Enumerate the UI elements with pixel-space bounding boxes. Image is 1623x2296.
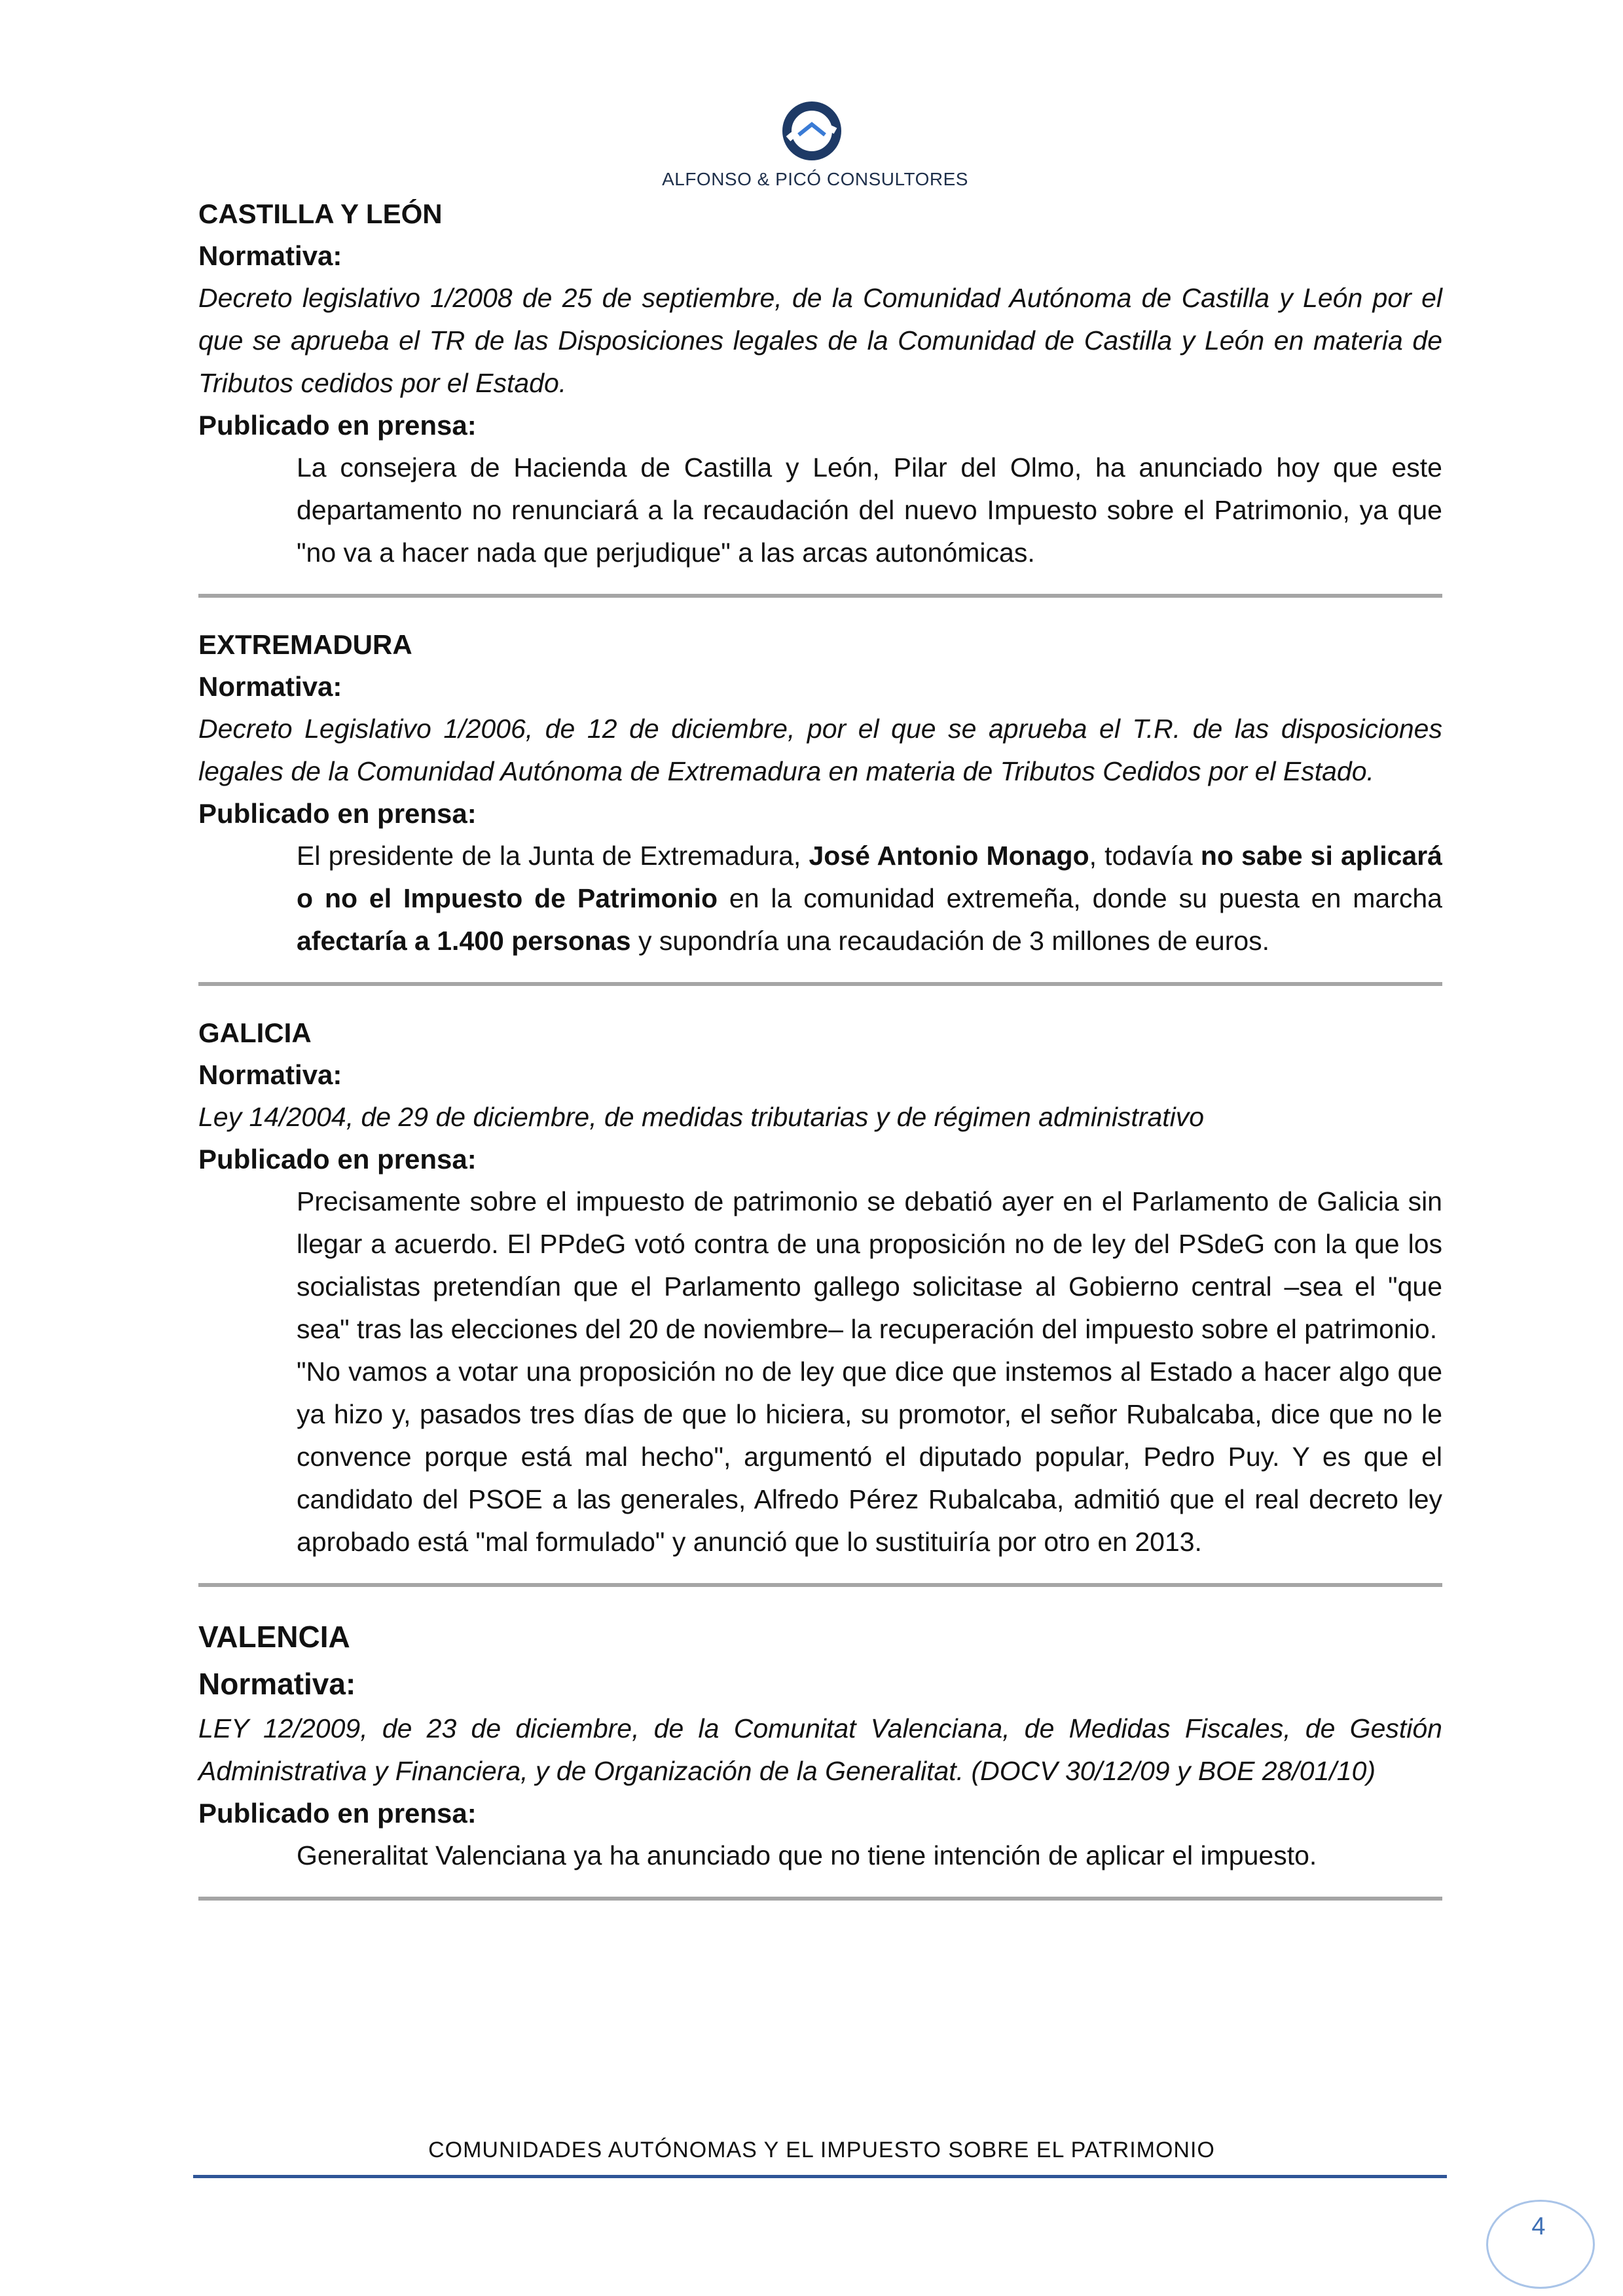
prensa-text [297,835,1442,962]
prensa-label: Publicado en prensa: [198,1144,477,1175]
section-divider [198,594,1442,598]
prensa-label: Publicado en prensa: [198,410,477,441]
normativa-label: Normativa: [198,1059,342,1090]
prensa-label: Publicado en prensa: [198,1798,477,1829]
region-heading: VALENCIA [198,1620,350,1654]
normativa-text: Decreto Legislativo 1/2006, de 12 de diciembre, por el que se aprueba el T.R. de las disposiciones legales de la Comunidad Autónoma de Extremadura en materia de Tributos Cedidos por el Estado. [198,714,1442,786]
normativa-text: LEY 12/2009, de 23 de diciembre, de la Comunitat Valenciana, de Medidas Fiscales, de Gestión Administrativa y Financiera, y de Organización de la Generalitat. (DOCV 30/12/09 y BOE 28/01/10) [198,1713,1442,1786]
normativa-label: Normativa: [198,1667,356,1701]
section-extremadura [198,624,1442,962]
prensa-paragraph-2: "No vamos a votar una proposición no de ley que dice que instemos al Estado a hacer algo que ya hizo y, pasados tres días de que lo hiciera, su promotor, el señor Rubalcaba, dice que no le convence porque está mal hecho", argumentó el diputado popular, Pedro Puy. Y es que el candidato del PSOE a las generales, Alfredo Pérez Rubalcaba, admitió que el real decreto ley aprobado está "mal formulado" y anunció que lo sustituiría por otro en 2013. [297,1357,1442,1557]
prensa-bold-figure: afectaría a 1.400 personas [297,926,631,956]
prensa-text: La consejera de Hacienda de Castilla y León, Pilar del Olmo, ha anunciado hoy que este departamento no renunciará a la recaudación del nuevo Impuesto sobre el Patrimonio, ya que "no va a hacer nada que perjudique" a las arcas autonómicas. [297,452,1442,568]
region-heading: GALICIA [198,1017,312,1048]
section-divider [198,1897,1442,1901]
footer-rule [193,2175,1447,2178]
logo-text: ALFONSO & PICÓ CONSULTORES [662,169,968,189]
prensa-text-part: , todavía [1089,841,1201,871]
section-castilla-leon [198,193,1442,574]
prensa-paragraph-1: Precisamente sobre el impuesto de patrimonio se debatió ayer en el Parlamento de Galicia sin llegar a acuerdo. El PPdeG votó contra de una proposición no de ley del PSdeG con la que los socialistas pretendían que el Parlamento gallego solicitase al Gobierno central –sea el "que sea" tras las elecciones del 20 de noviembre– la recuperación del impuesto sobre el patrimonio. [297,1186,1442,1344]
company-logo [648,92,982,196]
normativa-label: Normativa: [198,240,342,271]
section-divider [198,1583,1442,1587]
section-galicia [198,1012,1442,1563]
prensa-bold-name: José Antonio Monago [809,841,1089,871]
normativa-label: Normativa: [198,671,342,702]
normativa-text: Decreto legislativo 1/2008 de 25 de septiembre, de la Comunidad Autónoma de Castilla y León por el que se aprueba el TR de las Disposiciones legales de la Comunidad de Castilla y León en materia de Tributos cedidos por el Estado. [198,283,1442,398]
section-valencia [198,1613,1442,1877]
region-heading: EXTREMADURA [198,629,412,660]
document-body [198,193,1442,1927]
prensa-text-part: en la comunidad extremeña, donde su puesta en marcha [718,883,1442,913]
prensa-text-part: y supondría una recaudación de 3 millones de euros. [630,926,1270,956]
page-number: 4 [1531,2213,1546,2240]
footer-title: COMUNIDADES AUTÓNOMAS Y EL IMPUESTO SOBRE EL PATRIMONIO [428,2138,1215,2162]
prensa-bold-statement: no sabe si aplicará o no el Impuesto de Patrimonio [297,841,1442,913]
region-heading: CASTILLA Y LEÓN [198,198,443,229]
ap-logo-icon [779,98,845,164]
prensa-text: Generalitat Valenciana ya ha anunciado que no tiene intención de aplicar el impuesto. [297,1840,1317,1870]
prensa-label: Publicado en prensa: [198,798,477,829]
section-divider [198,982,1442,986]
prensa-text-part: El presidente de la Junta de Extremadura, [297,841,809,871]
normativa-text: Ley 14/2004, de 29 de diciembre, de medidas tributarias y de régimen administrativo [198,1102,1205,1132]
